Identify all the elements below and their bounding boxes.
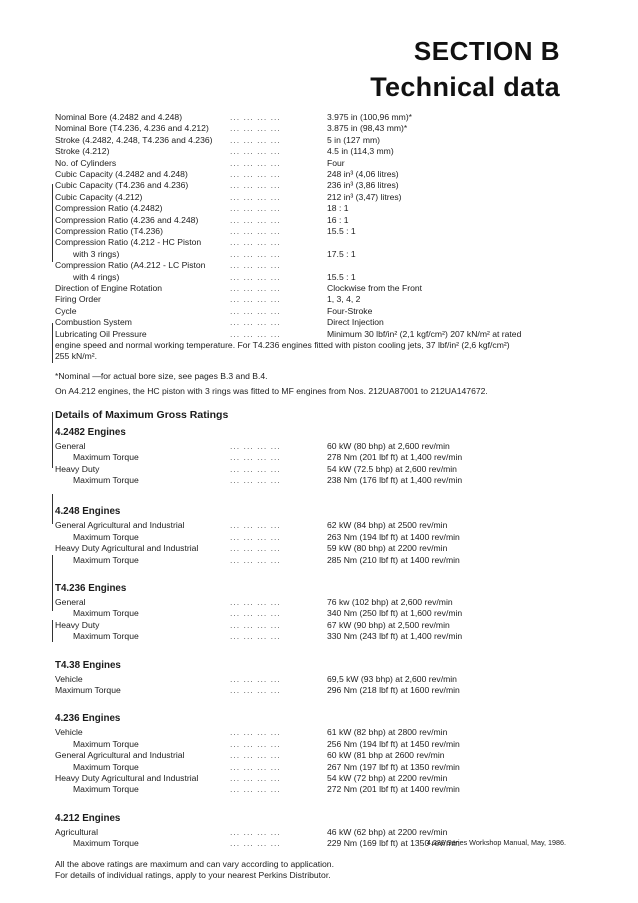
spec-row — [55, 135, 585, 146]
rating-row — [55, 452, 585, 463]
leader-dots: ... ... ... ... — [230, 134, 281, 145]
row-value: 296 Nm (218 lbf ft) at 1600 rev/min — [327, 685, 460, 695]
leader-dots: ... ... ... ... — [230, 237, 281, 248]
rating-row — [55, 555, 585, 566]
spec-row — [55, 272, 585, 283]
leader-dots: ... ... ... ... — [230, 271, 281, 282]
row-value: 256 Nm (194 lbf ft) at 1450 rev/min — [327, 738, 460, 749]
spec-row — [55, 158, 585, 169]
row-label: Compression Ratio (A4.212 - LC Piston — [55, 260, 206, 271]
row-label: General Agricultural and Industrial — [55, 750, 185, 761]
leader-dots: ... ... ... ... — [230, 773, 281, 783]
engine-group-title: T4.236 Engines — [55, 583, 127, 594]
row-label: Maximum Torque — [73, 608, 139, 619]
row-label: Maximum Torque — [73, 761, 139, 772]
rating-row — [55, 685, 585, 696]
leader-dots: ... ... ... ... — [230, 750, 281, 761]
row-value: 61 kW (82 bhp) at 2800 rev/min — [327, 727, 448, 738]
revision-bar — [52, 555, 53, 611]
spec-continuation: engine speed and normal working temperature. For T4.236 engines fitted with piston cooling jets, 37 lbf/in² (2,6 kgf/cm²) — [55, 340, 510, 350]
row-label: Heavy Duty Agricultural and Industrial — [55, 773, 199, 783]
row-label: Agricultural — [55, 826, 98, 837]
rating-row — [55, 631, 585, 642]
row-label: Stroke (4.2482, 4.248, T4.236 and 4.236) — [55, 134, 213, 145]
row-value: 285 Nm (210 lbf ft) at 1400 rev/min — [327, 554, 460, 565]
rating-row — [55, 520, 585, 531]
row-label: General — [55, 597, 86, 607]
row-label: Firing Order — [55, 294, 101, 305]
rating-row — [55, 543, 585, 554]
leader-dots: ... ... ... ... — [230, 673, 281, 684]
row-label: Nominal Bore (4.2482 and 4.248) — [55, 112, 183, 122]
leader-dots: ... ... ... ... — [230, 784, 281, 795]
revision-bar — [52, 222, 53, 262]
row-label: Compression Ratio (T4.236) — [55, 226, 163, 236]
engine-group-title: 4.212 Engines — [55, 812, 121, 824]
row-label: Direction of Engine Rotation — [55, 283, 163, 293]
leader-dots: ... ... ... ... — [230, 180, 281, 191]
row-value: Four-Stroke — [327, 305, 373, 316]
leader-dots: ... ... ... ... — [230, 203, 281, 214]
row-value: 15.5 : 1 — [327, 271, 356, 282]
leader-dots: ... ... ... ... — [230, 305, 281, 316]
row-label: Maximum Torque — [73, 475, 139, 485]
row-label: Maximum Torque — [73, 554, 139, 565]
rating-row — [55, 784, 585, 795]
row-value: 248 in³ (4,06 litres) — [327, 169, 399, 179]
spec-row — [55, 192, 585, 203]
spec-row — [55, 146, 585, 157]
row-label: Maximum Torque — [73, 738, 139, 749]
row-label: Heavy Duty — [55, 619, 100, 630]
leader-dots: ... ... ... ... — [230, 157, 281, 168]
row-value: 54 kW (72.5 bhp) at 2,600 rev/min — [327, 463, 457, 474]
row-value: 236 in³ (3,86 litres) — [327, 180, 399, 191]
leader-dots: ... ... ... ... — [230, 112, 281, 122]
row-value: 18 : 1 — [327, 203, 349, 214]
row-value: 229 Nm (169 lbf ft) at 1350 rev/min — [327, 838, 460, 849]
engine-group-title: 4.248 Engines — [55, 506, 121, 518]
note: On A4.212 engines, the HC piston with 3 rings was fitted to MF engines from Nos. 212UA87001 to 212UA147672. — [55, 385, 488, 396]
row-value: Direct Injection — [327, 317, 384, 328]
rating-row — [55, 620, 585, 631]
spec-row — [55, 203, 585, 214]
row-value: 272 Nm (201 lbf ft) at 1400 rev/min — [327, 784, 460, 795]
engine-group-title: 4.236 Engines — [55, 713, 121, 725]
row-label: Lubricating Oil Pressure — [55, 328, 147, 339]
leader-dots: ... ... ... ... — [230, 554, 281, 565]
row-value: 17.5 : 1 — [327, 248, 356, 259]
row-value: 69,5 kW (93 bhp) at 2,600 rev/min — [327, 673, 457, 684]
row-label: Heavy Duty — [55, 463, 100, 474]
row-label: Maximum Torque — [73, 452, 139, 463]
row-value: 60 kW (81 bhp at 2600 rev/min — [327, 750, 445, 761]
row-value: 5 in (127 mm) — [327, 134, 381, 145]
leader-dots: ... ... ... ... — [230, 440, 281, 451]
engine-group-title: 4.2482 Engines — [55, 426, 126, 438]
leader-dots: ... ... ... ... — [230, 283, 281, 293]
closing-note: For details of individual ratings, apply to your nearest Perkins Distributor. — [55, 870, 331, 880]
leader-dots: ... ... ... ... — [230, 608, 281, 619]
leader-dots: ... ... ... ... — [230, 738, 281, 749]
leader-dots: ... ... ... ... — [230, 520, 281, 531]
leader-dots: ... ... ... ... — [230, 531, 281, 542]
row-label: Nominal Bore (T4.236, 4.236 and 4.212) — [55, 123, 209, 134]
leader-dots: ... ... ... ... — [230, 631, 281, 642]
row-value: 1, 3, 4, 2 — [327, 294, 361, 305]
row-label: Vehicle — [55, 727, 83, 738]
row-label: Maximum Torque — [73, 531, 139, 542]
rating-row — [55, 475, 585, 486]
leader-dots: ... ... ... ... — [230, 826, 281, 837]
rating-row — [55, 441, 585, 452]
spec-row — [55, 215, 585, 226]
row-label: Compression Ratio (4.236 and 4.248) — [55, 214, 199, 225]
row-label: Stroke (4.212) — [55, 146, 110, 157]
row-value: 62 kW (84 bhp) at 2500 rev/min — [327, 520, 448, 531]
rating-row — [55, 727, 585, 738]
row-label: No. of Cylinders — [55, 157, 117, 168]
leader-dots: ... ... ... ... — [230, 452, 281, 463]
spec-row — [55, 249, 585, 260]
leader-dots: ... ... ... ... — [230, 761, 281, 772]
engine-group-title: T4.38 Engines — [55, 659, 121, 671]
leader-dots: ... ... ... ... — [230, 123, 281, 134]
spec-row — [55, 237, 585, 248]
leader-dots: ... ... ... ... — [230, 619, 281, 630]
spec-row — [55, 283, 585, 294]
spec-row — [55, 169, 585, 180]
rating-row — [55, 750, 585, 761]
spec-row — [55, 306, 585, 317]
spec-row — [55, 260, 585, 271]
leader-dots: ... ... ... ... — [230, 328, 281, 339]
row-value: 3.875 in (98,43 mm)* — [327, 123, 408, 134]
row-value: 16 : 1 — [327, 214, 349, 225]
rating-row — [55, 762, 585, 773]
row-value: 3.975 in (100,96 mm)* — [327, 112, 413, 122]
leader-dots: ... ... ... ... — [230, 463, 281, 474]
footnote: *Nominal —for actual bore size, see pages B.3 and B.4. — [55, 370, 268, 381]
rating-row — [55, 597, 585, 608]
row-label: General Agricultural and Industrial — [55, 520, 185, 531]
row-value: 263 Nm (194 lbf ft) at 1400 rev/min — [327, 531, 460, 542]
leader-dots: ... ... ... ... — [230, 685, 281, 695]
row-value: 278 Nm (201 lbf ft) at 1,400 rev/min — [327, 452, 463, 463]
rating-row — [55, 773, 585, 784]
row-label: with 4 rings) — [73, 271, 120, 282]
row-label: Combustion System — [55, 317, 132, 328]
rating-row — [55, 739, 585, 750]
rating-row — [55, 532, 585, 543]
revision-bar — [52, 412, 53, 468]
rating-row — [55, 827, 585, 838]
row-label: Compression Ratio (4.2482) — [55, 203, 163, 214]
rating-row — [55, 674, 585, 685]
row-label: Cycle — [55, 305, 77, 316]
spec-row — [55, 226, 585, 237]
row-value: Clockwise from the Front — [327, 283, 423, 293]
row-label: with 3 rings) — [73, 248, 120, 259]
row-label: Maximum Torque — [73, 784, 139, 795]
row-label: Cubic Capacity (4.2482 and 4.248) — [55, 169, 188, 179]
closing-note: All the above ratings are maximum and can vary according to application. — [55, 858, 334, 869]
revision-bar — [52, 620, 53, 642]
spec-row — [55, 123, 585, 134]
spec-row — [55, 112, 585, 123]
row-value: 46 kW (62 bhp) at 2200 rev/min — [327, 826, 448, 837]
leader-dots: ... ... ... ... — [230, 226, 281, 236]
rating-row — [55, 608, 585, 619]
leader-dots: ... ... ... ... — [230, 475, 281, 485]
spec-continuation: 255 kN/m². — [55, 351, 98, 362]
row-value: 15.5 : 1 — [327, 226, 356, 236]
leader-dots: ... ... ... ... — [230, 260, 281, 271]
row-label: Compression Ratio (4.212 - HC Piston — [55, 237, 202, 248]
revision-bar — [52, 184, 53, 224]
spec-row — [55, 180, 585, 191]
leader-dots: ... ... ... ... — [230, 317, 281, 328]
row-value: 76 kw (102 bhp) at 2,600 rev/min — [327, 597, 453, 607]
row-value: 59 kW (80 bhp) at 2200 rev/min — [327, 543, 448, 554]
leader-dots: ... ... ... ... — [230, 838, 281, 849]
row-value: 54 kW (72 bhp) at 2200 rev/min — [327, 773, 448, 783]
row-value: 60 kW (80 bhp) at 2,600 rev/min — [327, 440, 450, 451]
leader-dots: ... ... ... ... — [230, 146, 281, 157]
rating-row — [55, 464, 585, 475]
leader-dots: ... ... ... ... — [230, 294, 281, 305]
leader-dots: ... ... ... ... — [230, 543, 281, 554]
ratings-title: Details of Maximum Gross Ratings — [55, 408, 229, 421]
section-heading: SECTION B — [413, 36, 560, 66]
row-label: Cubic Capacity (T4.236 and 4.236) — [55, 180, 189, 191]
row-value: 238 Nm (176 lbf ft) at 1,400 rev/min — [327, 475, 463, 485]
row-value: 67 kW (90 bhp) at 2,500 rev/min — [327, 619, 450, 630]
row-value: Minimum 30 lbf/in² (2,1 kgf/cm²) 207 kN/m² at rated — [327, 328, 522, 339]
page-title: Technical data — [370, 72, 560, 102]
leader-dots: ... ... ... ... — [230, 214, 281, 225]
row-value: 340 Nm (250 lbf ft) at 1,600 rev/min — [327, 608, 463, 619]
revision-bar — [52, 323, 53, 363]
leader-dots: ... ... ... ... — [230, 597, 281, 607]
row-label: Maximum Torque — [73, 838, 139, 849]
row-value: Four — [327, 157, 345, 168]
leader-dots: ... ... ... ... — [230, 727, 281, 738]
row-label: Cubic Capacity (4.212) — [55, 191, 143, 202]
spec-row — [55, 329, 585, 340]
row-value: 267 Nm (197 lbf ft) at 1350 rev/min — [327, 761, 460, 772]
page-footer: 4.236 Series Workshop Manual, May, 1986. — [426, 838, 566, 847]
spec-row — [55, 294, 585, 305]
revision-bar — [52, 494, 53, 524]
row-value: 212 in³ (3,47) litres) — [327, 191, 402, 202]
row-label: Maximum Torque — [55, 685, 121, 695]
leader-dots: ... ... ... ... — [230, 191, 281, 202]
leader-dots: ... ... ... ... — [230, 169, 281, 179]
row-label: Heavy Duty Agricultural and Industrial — [55, 543, 199, 554]
spec-row — [55, 317, 585, 328]
leader-dots: ... ... ... ... — [230, 248, 281, 259]
row-value: 330 Nm (243 lbf ft) at 1,400 rev/min — [327, 631, 463, 642]
row-label: General — [55, 440, 86, 451]
row-value: 4.5 in (114,3 mm) — [327, 146, 394, 157]
row-label: Vehicle — [55, 673, 83, 684]
row-label: Maximum Torque — [73, 631, 139, 642]
